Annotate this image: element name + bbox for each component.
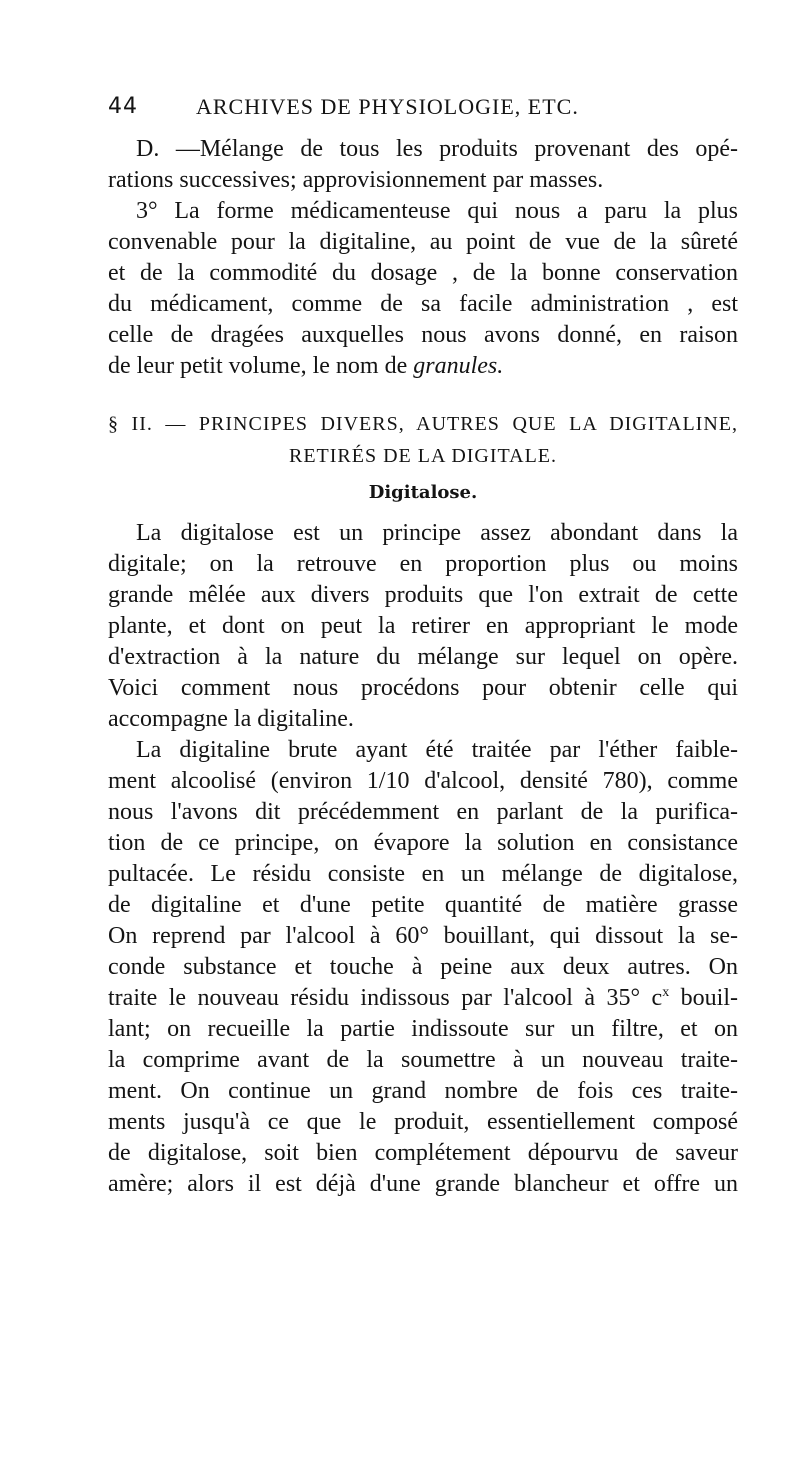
text-line: convenable pour la digitaline, au point de vue de la sûreté — [108, 229, 738, 255]
paragraph-a — [108, 518, 738, 735]
text-line: nous l'avons dit précédemment en parlant de la purifica- — [108, 799, 738, 825]
running-title: ARCHIVES DE PHYSIOLOGIE, ETC. — [196, 94, 579, 119]
text-line: tion de ce principe, on évapore la solution en consistance — [108, 830, 738, 856]
text-line — [108, 351, 738, 382]
text-line: celle de dragées auxquelles nous avons donné, en raison — [108, 322, 738, 348]
text-line — [108, 983, 738, 1014]
text-line: conde substance et touche à peine aux deux autres. On — [108, 954, 738, 980]
text-line: du médicament, comme de sa facile administration , est — [108, 291, 738, 317]
text-line: digitale; on la retrouve en proportion plus ou moins — [108, 551, 738, 577]
text-run: traite le nouveau résidu indissous par l'alcool à 35° c — [108, 985, 663, 1011]
spacer — [108, 382, 738, 408]
section-heading — [108, 408, 738, 472]
text-line: grande mêlée aux divers produits que l'on extrait de cette — [108, 582, 738, 608]
text-run: de leur petit volume, le nom de — [108, 353, 414, 379]
text-line: ment. On continue un grand nombre de fois ces traite- — [108, 1078, 738, 1104]
text-line: 3° La forme médicamenteuse qui nous a paru la plus — [136, 198, 738, 224]
superscript: x — [662, 985, 670, 1000]
italic-term: granules. — [413, 353, 504, 379]
text-line: lant; on recueille la partie indissoute sur un filtre, et on — [108, 1016, 738, 1042]
book-page — [108, 94, 738, 1200]
text-line: rations successives; approvisionnement par masses. — [108, 167, 604, 193]
text-line: ments jusqu'à ce que le produit, essentiellement composé — [108, 1109, 738, 1135]
paragraph-b — [108, 735, 738, 1200]
text-line: On reprend par l'alcool à 60° bouillant, qui dissout la se- — [108, 923, 738, 949]
text-line: de digitaline et d'une petite quantité de matière grasse — [108, 892, 738, 918]
text-line: amère; alors il est déjà d'une grande blancheur et offre un — [108, 1171, 738, 1197]
text-line: Voici comment nous procédons pour obtenir celle qui — [108, 675, 738, 701]
text-line: et de la commodité du dosage , de la bonne conservation — [108, 260, 738, 286]
text-line: de digitalose, soit bien complétement dépourvu de saveur — [108, 1140, 738, 1166]
text-line: La digitalose est un principe assez abondant dans la — [136, 520, 738, 546]
paragraph-3 — [108, 196, 738, 382]
section-heading-line-2: RETIRÉS DE LA DIGITALE. — [288, 445, 558, 467]
text-line: la comprime avant de la soumettre à un nouveau traite- — [108, 1047, 738, 1073]
text-line: accompagne la digitaline. — [108, 706, 354, 732]
text-run: bouil- — [669, 985, 739, 1011]
section-heading-line-1: § II. — PRINCIPES DIVERS, AUTRES QUE LA DIGITALINE, — [108, 413, 738, 435]
page-number: 44 — [108, 94, 138, 119]
text-line: plante, et dont on peut la retirer en appropriant le mode — [108, 613, 738, 639]
text-line: d'extraction à la nature du mélange sur lequel on opère. — [108, 644, 738, 670]
subheading: Digitalose. — [368, 482, 478, 503]
text-line: D. —Mélange de tous les produits provenant des opé- — [136, 136, 738, 162]
text-line: ment alcoolisé (environ 1/10 d'alcool, densité 780), comme — [108, 768, 738, 794]
paragraph-d — [108, 134, 738, 196]
text-line: pultacée. Le résidu consiste en un mélange de digitalose, — [108, 861, 738, 887]
running-head — [108, 94, 738, 134]
text-line: La digitaline brute ayant été traitée par l'éther faible- — [136, 737, 738, 763]
